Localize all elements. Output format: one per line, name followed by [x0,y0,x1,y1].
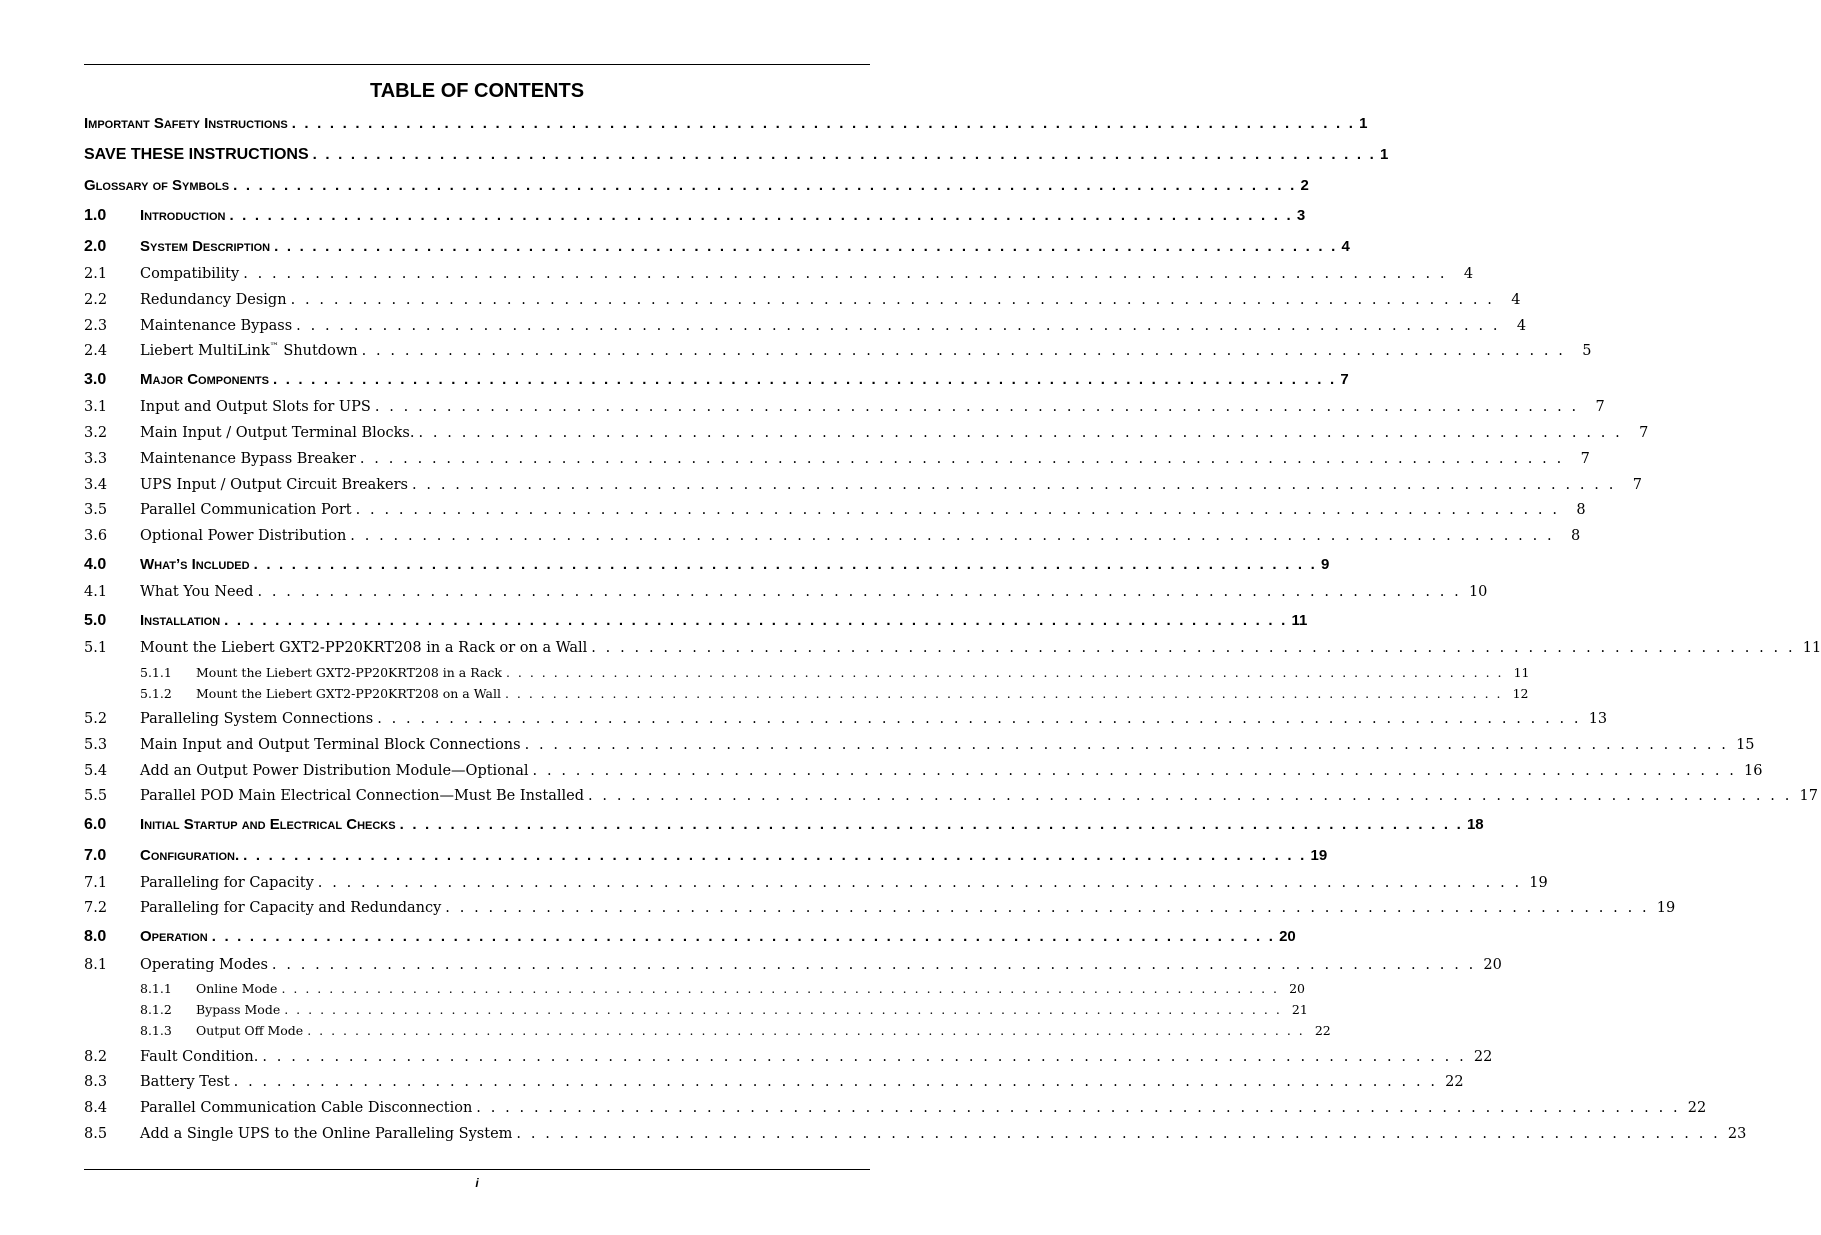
toc-entry-section-6[interactable] [84,815,1484,835]
section-number: 5.4 [84,763,108,779]
section-number: 2.1 [84,266,108,282]
toc-page: 20 [1279,928,1296,945]
toc-entry-8-4[interactable] [84,1099,1707,1117]
leader-dots: . . . . . . . . . . . . . . . . . . . . . . . . . . . . . . . . . . . . . . . . . . . . . . . . . . . . . . . . . . . . . . . . . . . . . . . . . . . . . . . . . . . . [307,1023,1305,1038]
leader-dots: . . . . . . . . . . . . . . . . . . . . . . . . . . . . . . . . . . . . . . . . . . . . . . . . . . . . . . . . . . . . . . . . . . . . . . . . . . . . . . . . . . . . [445,900,1650,916]
leader-dots: . . . . . . . . . . . . . . . . . . . . . . . . . . . . . . . . . . . . . . . . . . . . . . . . . . . . . . . . . . . . . . . . . . . . . . . . . . . . . . . . . . . . [233,177,1297,194]
section-number: 4.0 [84,556,107,573]
toc-entry-2-1[interactable] [84,265,1474,283]
leader-dots: . . . . . . . . . . . . . . . . . . . . . . . . . . . . . . . . . . . . . . . . . . . . . . . . . . . . . . . . . . . . . . . . . . . . . . . . . . . . . . . . . . . . [374,399,1579,415]
leader-dots: . . . . . . . . . . . . . . . . . . . . . . . . . . . . . . . . . . . . . . . . . . . . . . . . . . . . . . . . . . . . . . . . . . . . . . . . . . . . . . . . . . . . [377,711,1582,727]
section-number: 8.1.1 [140,981,172,996]
page-title: TABLE OF CONTENTS [369,80,585,102]
toc-entry-2-2[interactable] [84,291,1521,309]
leader-dots: . . . . . . . . . . . . . . . . . . . . . . . . . . . . . . . . . . . . . . . . . . . . . . . . . . . . . . . . . . . . . . . . . . . . . . . . . . . . . . . . . . . . [262,1049,1467,1065]
toc-entry-3-5[interactable] [84,501,1586,519]
toc-page: 19 [1529,875,1548,891]
toc-label: Installation [140,612,221,629]
toc-entry-8-1-3[interactable] [84,1023,1331,1039]
toc-entry-section-1[interactable] [84,206,1306,226]
toc-page: 13 [1588,711,1608,727]
leader-dots: . . . . . . . . . . . . . . . . . . . . . . . . . . . . . . . . . . . . . . . . . . . . . . . . . . . . . . . . . . . . . . . . . . . . . . . . . . . . . . . . . . . . [257,584,1462,600]
toc-label: Mount the Liebert GXT2-PP20KRT208 in a Rack or on a Wall [140,640,588,656]
leader-dots: . . . . . . . . . . . . . . . . . . . . . . . . . . . . . . . . . . . . . . . . . . . . . . . . . . . . . . . . . . . . . . . . . . . . . . . . . . . . . . . . . . . . [505,665,1504,680]
toc-entry-5-1-1[interactable] [84,665,1530,681]
toc-page: 7 [1580,451,1590,467]
toc-page: 22 [1473,1049,1493,1065]
section-number: 3.3 [84,451,108,467]
leader-dots: . . . . . . . . . . . . . . . . . . . . . . . . . . . . . . . . . . . . . . . . . . . . . . . . . . . . . . . . . . . . . . . . . . . . . . . . . . . . . . . . . . . . [412,477,1616,493]
section-number: 1.0 [84,207,107,224]
section-number: 7.1 [84,875,108,891]
toc-label: Add a Single UPS to the Online Paralleling System [140,1126,513,1142]
toc-page: 23 [1727,1126,1747,1142]
section-number: 3.5 [84,502,108,518]
toc-entry-3-1[interactable] [84,398,1605,416]
toc-entry-3-2[interactable] [84,424,1649,442]
toc-label: Paralleling for Capacity and Redundancy [140,900,442,916]
toc-entry-4-1[interactable] [84,583,1488,601]
toc-label: Main Input / Output Terminal Blocks. [140,425,415,441]
toc-label: Redundancy Design [140,292,287,308]
toc-page: 20 [1483,957,1502,973]
leader-dots: . . . . . . . . . . . . . . . . . . . . . . . . . . . . . . . . . . . . . . . . . . . . . . . . . . . . . . . . . . . . . . . . . . . . . . . . . . . . . . . . . . . . [229,207,1293,224]
toc-label: Important Safety Instructions [84,115,288,132]
section-number: 8.4 [84,1100,108,1116]
toc-entry-glossary[interactable] [84,176,1309,196]
toc-label: Paralleling for Capacity [140,875,314,891]
leader-dots: . . . . . . . . . . . . . . . . . . . . . . . . . . . . . . . . . . . . . . . . . . . . . . . . . . . . . . . . . . . . . . . . . . . . . . . . . . . . . . . . . . . . [272,371,1337,388]
toc-page: 21 [1291,1002,1308,1017]
toc-entry-save[interactable] [84,145,1389,165]
leader-dots: . . . . . . . . . . . . . . . . . . . . . . . . . . . . . . . . . . . . . . . . . . . . . . . . . . . . . . . . . . . . . . . . . . . . . . . . . . . . . . . . . . . . [312,146,1376,163]
section-number: 8.5 [84,1126,108,1142]
toc-entry-section-4[interactable] [84,555,1330,575]
toc-entry-section-3[interactable] [84,370,1349,390]
toc-label: Configuration. [140,847,240,864]
toc-entry-section-8[interactable] [84,927,1296,947]
toc-label: Maintenance Bypass [140,318,293,334]
toc-page: 4 [1341,238,1350,255]
section-number: 2.0 [84,238,107,255]
leader-dots: . . . . . . . . . . . . . . . . . . . . . . . . . . . . . . . . . . . . . . . . . . . . . . . . . . . . . . . . . . . . . . . . . . . . . . . . . . . . . . . . . . . . [271,957,1476,973]
section-number: 2.4 [84,343,108,359]
toc-label: Mount the Liebert GXT2-PP20KRT208 on a Wall [196,686,501,701]
toc-label: Add an Output Power Distribution Module—Optional [140,763,529,779]
toc-label: SAVE THESE INSTRUCTIONS [84,146,309,163]
section-number: 7.2 [84,900,108,916]
toc-label: Main Input and Output Terminal Block Connections [140,737,521,753]
toc-entry-2-4[interactable] [84,342,1592,360]
toc-label: What’s Included [140,556,250,573]
toc-entry-5-2[interactable] [84,710,1608,728]
trademark-symbol: ™ [269,342,279,353]
leader-dots: . . . . . . . . . . . . . . . . . . . . . . . . . . . . . . . . . . . . . . . . . . . . . . . . . . . . . . . . . . . . . . . . . . . . . . . . . . . . . . . . . . . . [281,981,1280,996]
leader-dots: . . . . . . . . . . . . . . . . . . . . . . . . . . . . . . . . . . . . . . . . . . . . . . . . . . . . . . . . . . . . . . . . . . . . . . . . . . . . . . . . . . . . [359,451,1564,467]
section-number: 7.0 [84,847,107,864]
toc-label: Glossary of Symbols [84,177,230,194]
section-number: 4.1 [84,584,108,600]
toc-page: 18 [1466,816,1484,833]
section-number: 6.0 [84,816,107,833]
toc-entry-safety[interactable] [84,114,1368,134]
toc-label: What You Need [140,584,254,600]
section-number: 3.6 [84,528,108,544]
leader-dots: . . . . . . . . . . . . . . . . . . . . . . . . . . . . . . . . . . . . . . . . . . . . . . . . . . . . . . . . . . . . . . . . . . . . . . . . . . . . . . . . . . . . [296,318,1501,334]
leader-dots: . . . . . . . . . . . . . . . . . . . . . . . . . . . . . . . . . . . . . . . . . . . . . . . . . . . . . . . . . . . . . . . . . . . . . . . . . . . . . . . . . . . . [274,238,1338,255]
section-number: 3.4 [84,477,108,493]
toc-label: Parallel Communication Port [140,502,352,518]
section-number: 5.3 [84,737,108,753]
toc-label: Maintenance Bypass Breaker [140,451,356,467]
toc-page: 22 [1687,1100,1707,1116]
section-number: 5.1 [84,640,108,656]
toc-label: System Description [140,238,271,255]
toc-page: 8 [1570,528,1581,544]
toc-label: Operating Modes [140,957,268,973]
toc-entry-3-3[interactable] [84,450,1590,468]
toc-label: Parallel Communication Cable Disconnection [140,1100,473,1116]
leader-dots: . . . . . . . . . . . . . . . . . . . . . . . . . . . . . . . . . . . . . . . . . . . . . . . . . . . . . . . . . . . . . . . . . . . . . . . . . . . . . . . . . . . . [504,686,1503,701]
toc-label: Major Components [140,371,269,388]
toc-label: Paralleling System Connections [140,711,374,727]
leader-dots: . . . . . . . . . . . . . . . . . . . . . . . . . . . . . . . . . . . . . . . . . . . . . . . . . . . . . . . . . . . . . . . . . . . . . . . . . . . . . . . . . . . . [290,292,1495,308]
toc-entry-8-3[interactable] [84,1073,1464,1091]
toc-entry-7-1[interactable] [84,874,1548,892]
leader-dots: . . . . . . . . . . . . . . . . . . . . . . . . . . . . . . . . . . . . . . . . . . . . . . . . . . . . . . . . . . . . . . . . . . . . . . . . . . . . . . . . . . . . [476,1100,1681,1116]
leader-dots: . . . . . . . . . . . . . . . . . . . . . . . . . . . . . . . . . . . . . . . . . . . . . . . . . . . . . . . . . . . . . . . . . . . . . . . . . . . . . . . . . . . . [399,816,1463,833]
toc-page: 9 [1320,556,1330,573]
toc-page: 11 [1802,640,1821,656]
toc-entry-section-5[interactable] [84,611,1308,631]
toc-label: Operation [140,928,208,945]
leader-dots: . . . . . . . . . . . . . . . . . . . . . . . . . . . . . . . . . . . . . . . . . . . . . . . . . . . . . . . . . . . . . . . . . . . . . . . . . . . . . . . . . . . . [361,343,1566,359]
section-number: 5.1.2 [140,686,172,701]
toc-label: Mount the Liebert GXT2-PP20KRT208 in a Rack [196,665,502,680]
toc-page: 7 [1639,425,1649,441]
toc-entry-8-5[interactable] [84,1125,1747,1143]
toc-page: 16 [1744,763,1763,779]
leader-dots: . . . . . . . . . . . . . . . . . . . . . . . . . . . . . . . . . . . . . . . . . . . . . . . . . . . . . . . . . . . . . . . . . . . . . . . . . . . . . . . . . . . . [587,788,1792,804]
bottom-rule [84,1169,870,1170]
footer-page-number: i [475,1176,479,1190]
section-number: 8.3 [84,1074,108,1090]
toc-page: 7 [1340,371,1349,388]
section-number: 8.1 [84,957,108,973]
toc-label: Input and Output Slots for UPS [140,399,371,415]
toc-entry-8-2[interactable] [84,1048,1493,1066]
toc-page: 8 [1576,502,1586,518]
leader-dots: . . . . . . . . . . . . . . . . . . . . . . . . . . . . . . . . . . . . . . . . . . . . . . . . . . . . . . . . . . . . . . . . . . . . . . . . . . . . . . . . . . . . [291,115,1356,132]
leader-dots: . . . . . . . . . . . . . . . . . . . . . . . . . . . . . . . . . . . . . . . . . . . . . . . . . . . . . . . . . . . . . . . . . . . . . . . . . . . . . . . . . . . . [591,640,1796,656]
toc-entry-5-1[interactable] [84,639,1821,657]
leader-dots: . . . . . . . . . . . . . . . . . . . . . . . . . . . . . . . . . . . . . . . . . . . . . . . . . . . . . . . . . . . . . . . . . . . . . . . . . . . . . . . . . . . . [233,1074,1438,1090]
leader-dots: . . . . . . . . . . . . . . . . . . . . . . . . . . . . . . . . . . . . . . . . . . . . . . . . . . . . . . . . . . . . . . . . . . . . . . . . . . . . . . . . . . . . [355,502,1560,518]
leader-dots: . . . . . . . . . . . . . . . . . . . . . . . . . . . . . . . . . . . . . . . . . . . . . . . . . . . . . . . . . . . . . . . . . . . . . . . . . . . . . . . . . . . . [524,737,1729,753]
toc-page: 11 [1291,612,1308,629]
toc-entry-2-3[interactable] [84,317,1527,335]
toc-page: 17 [1799,788,1818,804]
section-number: 2.3 [84,318,108,334]
toc-label-part: Liebert MultiLink [140,343,270,359]
toc-page: 12 [1512,686,1529,701]
toc-label: Parallel POD Main Electrical Connection—Must Be Installed [140,788,584,804]
toc-entry-section-7[interactable] [84,846,1328,866]
leader-dots: . . . . . . . . . . . . . . . . . . . . . . . . . . . . . . . . . . . . . . . . . . . . . . . . . . . . . . . . . . . . . . . . . . . . . . . . . . . . . . . . . . . . [516,1126,1721,1142]
toc-entry-8-1-2[interactable] [84,1002,1308,1018]
toc-label [140,342,358,360]
toc-page: 7 [1595,399,1605,415]
toc-label: Fault Condition. [140,1049,259,1065]
leader-dots: . . . . . . . . . . . . . . . . . . . . . . . . . . . . . . . . . . . . . . . . . . . . . . . . . . . . . . . . . . . . . . . . . . . . . . . . . . . . . . . . . . . . [317,875,1522,891]
toc-page: 20 [1289,981,1306,996]
toc-page: 4 [1463,266,1474,282]
section-number: 5.0 [84,612,107,629]
toc-entry-3-4[interactable] [84,476,1642,494]
toc-entry-5-5[interactable] [84,787,1818,805]
section-number: 8.1.3 [140,1023,172,1038]
toc-entry-5-3[interactable] [84,736,1755,754]
toc-page: 11 [1513,665,1530,680]
toc-label: Introduction [140,207,226,224]
toc-page: 4 [1511,292,1521,308]
toc-page: 1 [1380,146,1389,163]
section-number: 5.2 [84,711,108,727]
leader-dots: . . . . . . . . . . . . . . . . . . . . . . . . . . . . . . . . . . . . . . . . . . . . . . . . . . . . . . . . . . . . . . . . . . . . . . . . . . . . . . . . . . . . [532,763,1737,779]
top-rule [84,64,870,65]
toc-label: Output Off Mode [196,1023,304,1038]
section-number: 8.1.2 [140,1002,172,1017]
toc-label: Optional Power Distribution [140,528,347,544]
toc-page: 19 [1310,847,1328,864]
section-number: 8.0 [84,928,107,945]
toc-entry-5-4[interactable] [84,762,1763,780]
section-number: 3.0 [84,371,107,388]
toc-entry-3-6[interactable] [84,527,1581,545]
leader-dots: . . . . . . . . . . . . . . . . . . . . . . . . . . . . . . . . . . . . . . . . . . . . . . . . . . . . . . . . . . . . . . . . . . . . . . . . . . . . . . . . . . . . [243,266,1448,282]
leader-dots: . . . . . . . . . . . . . . . . . . . . . . . . . . . . . . . . . . . . . . . . . . . . . . . . . . . . . . . . . . . . . . . . . . . . . . . . . . . . . . . . . . . . [350,528,1555,544]
toc-page: 3 [1296,207,1306,224]
section-number: 8.2 [84,1049,108,1065]
toc-page: 4 [1516,318,1527,334]
toc-page: 19 [1656,900,1676,916]
toc-label: Battery Test [140,1074,230,1090]
toc-page: 1 [1359,115,1368,132]
toc-label: Online Mode [196,981,278,996]
leader-dots: . . . . . . . . . . . . . . . . . . . . . . . . . . . . . . . . . . . . . . . . . . . . . . . . . . . . . . . . . . . . . . . . . . . . . . . . . . . . . . . . . . . . [211,928,1276,945]
toc-label: Bypass Mode [196,1002,281,1017]
toc-entry-8-1-1[interactable] [84,981,1306,997]
toc-page: 15 [1736,737,1755,753]
toc-label: UPS Input / Output Circuit Breakers [140,477,408,493]
leader-dots: . . . . . . . . . . . . . . . . . . . . . . . . . . . . . . . . . . . . . . . . . . . . . . . . . . . . . . . . . . . . . . . . . . . . . . . . . . . . . . . . . . . . [253,556,1317,573]
leader-dots: . . . . . . . . . . . . . . . . . . . . . . . . . . . . . . . . . . . . . . . . . . . . . . . . . . . . . . . . . . . . . . . . . . . . . . . . . . . . . . . . . . . . [284,1002,1282,1017]
leader-dots: . . . . . . . . . . . . . . . . . . . . . . . . . . . . . . . . . . . . . . . . . . . . . . . . . . . . . . . . . . . . . . . . . . . . . . . . . . . . . . . . . . . . [418,425,1623,441]
toc-entry-section-2[interactable] [84,237,1350,257]
section-number: 2.2 [84,292,108,308]
toc-label: Compatibility [140,266,240,282]
toc-entry-5-1-2[interactable] [84,686,1529,702]
section-number: 3.1 [84,399,108,415]
toc-page: 10 [1468,584,1488,600]
toc-label: Initial Startup and Electrical Checks [140,816,396,833]
toc-label-part: Shutdown [278,343,358,359]
leader-dots: . . . . . . . . . . . . . . . . . . . . . . . . . . . . . . . . . . . . . . . . . . . . . . . . . . . . . . . . . . . . . . . . . . . . . . . . . . . . . . . . . . . . [224,612,1288,629]
toc-page: 2 [1300,177,1309,194]
section-number: 3.2 [84,425,108,441]
toc-page: 7 [1632,477,1642,493]
section-number: 5.1.1 [140,665,172,680]
toc-entry-7-2[interactable] [84,899,1676,917]
section-number: 5.5 [84,788,108,804]
toc-page: 5 [1582,343,1592,359]
leader-dots: . . . . . . . . . . . . . . . . . . . . . . . . . . . . . . . . . . . . . . . . . . . . . . . . . . . . . . . . . . . . . . . . . . . . . . . . . . . . . . . . . . . . [243,847,1307,864]
toc-entry-8-1[interactable] [84,956,1502,974]
toc-page: 22 [1445,1074,1464,1090]
toc-page: 22 [1314,1023,1331,1038]
